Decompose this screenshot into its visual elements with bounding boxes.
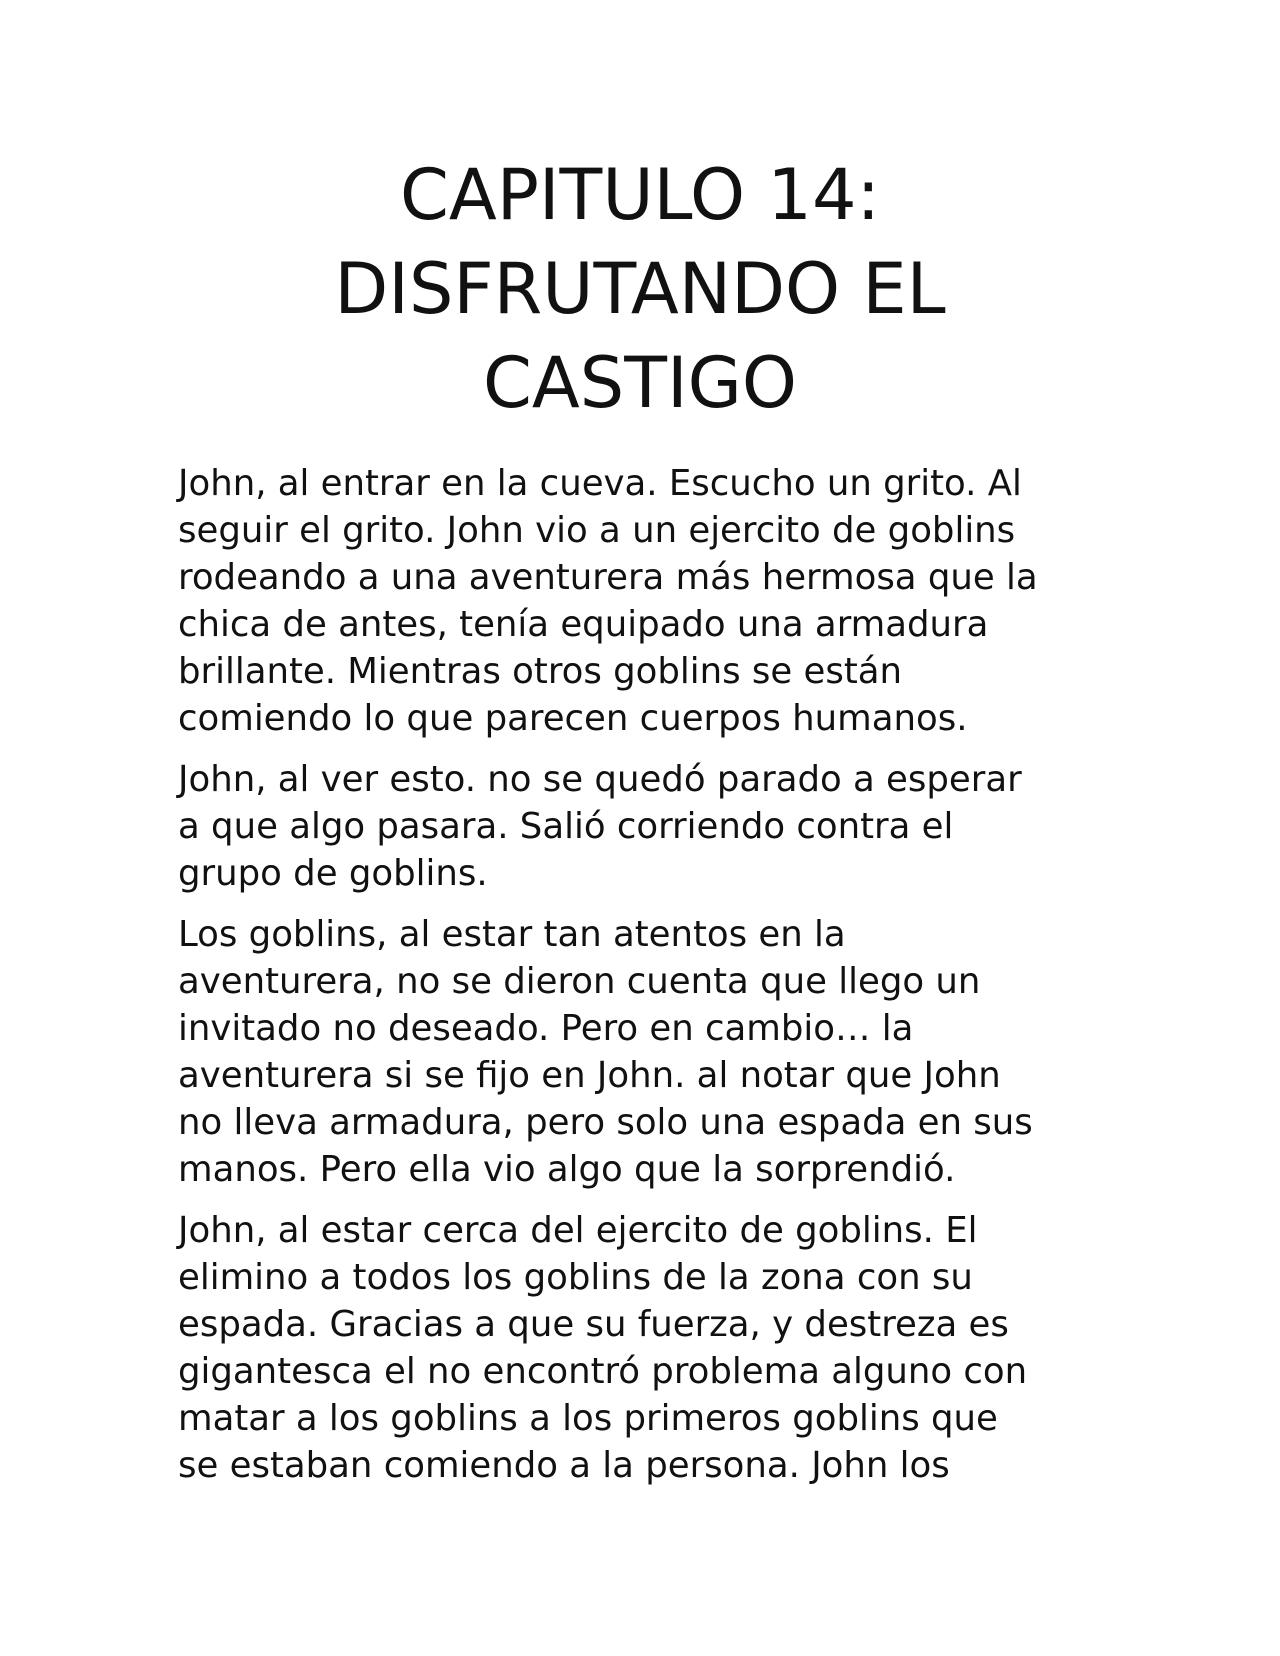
paragraph-3 bbox=[178, 911, 1118, 1193]
text-line: brillante. Mientras otros goblins se están bbox=[178, 651, 903, 692]
text-line: a que algo pasara. Salió corriendo contra el bbox=[178, 806, 954, 847]
text-line: rodeando a una aventurera más hermosa que la bbox=[178, 557, 1038, 598]
text-line: elimino a todos los goblins de la zona con su bbox=[178, 1257, 973, 1298]
text-line: seguir el grito. John vio a un ejercito de goblins bbox=[178, 510, 1016, 551]
text-line: se estaban comiendo a la persona. John los bbox=[178, 1445, 950, 1486]
paragraph-4 bbox=[178, 1207, 1118, 1489]
text-line: aventurera, no se dieron cuenta que llego un bbox=[178, 961, 981, 1002]
chapter-title-line-1: CAPITULO 14: bbox=[399, 154, 881, 236]
text-line: John, al estar cerca del ejercito de goblins. El bbox=[178, 1210, 978, 1251]
text-line: invitado no deseado. Pero en cambio… la bbox=[178, 1008, 914, 1049]
text-line: matar a los goblins a los primeros goblins que bbox=[178, 1398, 998, 1439]
text-line: manos. Pero ella vio algo que la sorprendió. bbox=[178, 1149, 956, 1190]
paragraph-2 bbox=[178, 756, 1118, 897]
text-line: espada. Gracias a que su fuerza, y destreza es bbox=[178, 1304, 1009, 1345]
chapter-title bbox=[0, 148, 1280, 430]
text-line: comiendo lo que parecen cuerpos humanos. bbox=[178, 698, 968, 739]
text-line: Los goblins, al estar tan atentos en la bbox=[178, 914, 846, 955]
paragraph-1 bbox=[178, 460, 1118, 742]
text-line: no lleva armadura, pero solo una espada en sus bbox=[178, 1102, 1033, 1143]
chapter-title-line-3: CASTIGO bbox=[483, 342, 797, 424]
text-line: chica de antes, tenía equipado una armadura bbox=[178, 604, 989, 645]
text-line: gigantesca el no encontró problema alguno con bbox=[178, 1351, 1028, 1392]
chapter-body bbox=[178, 460, 1118, 1503]
text-line: aventurera si se fijo en John. al notar que John bbox=[178, 1055, 1001, 1096]
text-line: grupo de goblins. bbox=[178, 853, 488, 894]
text-line: John, al ver esto. no se quedó parado a esperar bbox=[178, 759, 1022, 800]
text-line: John, al entrar en la cueva. Escucho un grito. Al bbox=[178, 463, 1022, 504]
chapter-title-line-2: DISFRUTANDO EL bbox=[334, 248, 946, 330]
